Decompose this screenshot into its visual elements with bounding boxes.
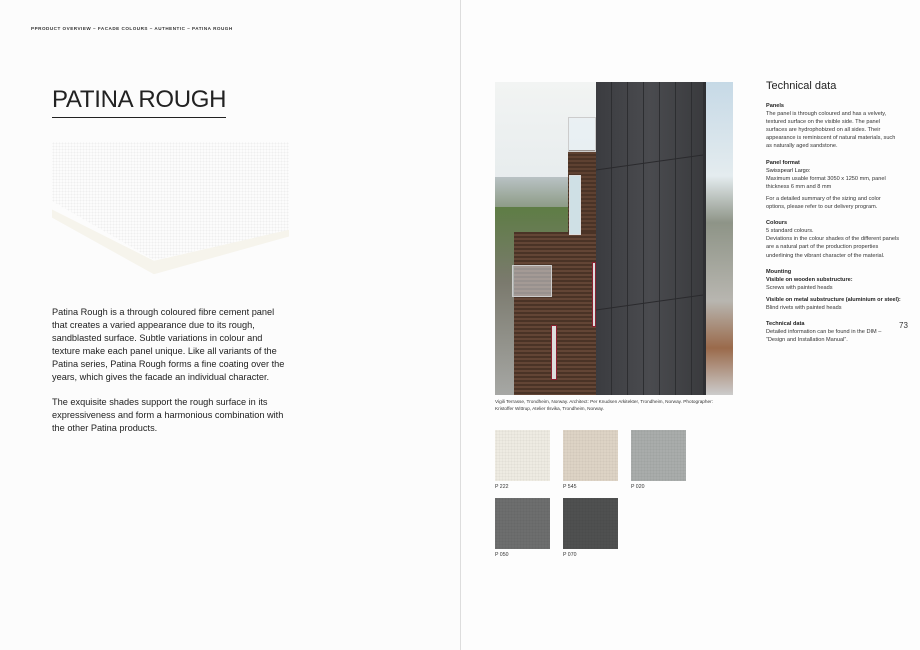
breadcrumb: PPRODUCT OVERVIEW – FACADE COLOURS – AUTHENTIC – PATINA ROUGH [31, 26, 233, 31]
panel-sample-image [52, 142, 289, 277]
technical-data-heading: Technical data [766, 80, 837, 92]
photo-caption: Vigili Terrasse, Trondheim, Norway. Architect: Per Knudsen Arkitekter, Trondheim, Norway. Photographer: Kristoffer Wittrup, Atelier Ilsvika, Trondheim, Norway. [495, 399, 713, 411]
intro-paragraph: The exquisite shades support the rough surface in its expressiveness and form a harmonious combination with the other Patina products. [52, 397, 284, 434]
color-swatch [563, 498, 618, 549]
section-text: For a detailed summary of the sizing and color options, please refer to our delivery program. [766, 195, 881, 211]
section-title: Mounting [766, 268, 792, 275]
section-text: Screws with painted heads [766, 284, 833, 291]
swatch-label: P 222 [495, 484, 509, 490]
color-swatch [495, 498, 550, 549]
swatch-label: P 070 [563, 552, 577, 558]
section-title: Panels [766, 103, 785, 109]
color-swatch [495, 430, 550, 481]
section-text: Blind rivets with painted heads [766, 304, 842, 311]
section-text: Maximum usable format 3050 x 1250 mm, panel thickness 6 mm and 8 mm [766, 175, 886, 190]
section-title: Technical data [766, 321, 805, 328]
page-title: PATINA ROUGH [52, 86, 226, 118]
page-number: 73 [899, 321, 908, 330]
color-swatch [563, 430, 618, 481]
section-text: Deviations in the colour shades of the different panels are a natural part of the production properties underlining the vibrant character of the material. [766, 236, 899, 259]
building-photo [495, 82, 733, 395]
intro-text [52, 306, 292, 448]
panels-section [766, 102, 901, 151]
panel-format-section [766, 159, 901, 212]
section-text: The panel is through coloured and has a velvety, textured surface on the visible side. The panel surfaces are hydrophobized on all sides. Their appearance is reminiscent of natural materials, such as naturally aged sandstone. [766, 111, 896, 150]
intro-paragraph: Patina Rough is a through coloured fibre cement panel that creates a varied appearance due to its rough, sandblasted surface. Subtle variations in colour and texture make each panel unique. Like all variants of the Patina series, Patina Rough forms a fine coating over the years, which gives the facade an individual character. [52, 307, 285, 382]
colours-section [766, 219, 901, 259]
section-title: Colours [766, 220, 788, 227]
swatch-label: P 050 [495, 552, 509, 558]
swatch-label: P 020 [631, 484, 645, 490]
color-swatch [631, 430, 686, 481]
mounting-section [766, 268, 901, 312]
swatch-label: P 545 [563, 484, 577, 490]
section-text: 5 standard colours. [766, 228, 814, 235]
technical-data-section [766, 320, 901, 344]
section-title: Panel format [766, 159, 800, 166]
section-text: Detailed information can be found in the DIM – “Design and Installation Manual”. [766, 329, 882, 344]
section-subtitle: Visible on metal substructure (aluminium or steel): [766, 296, 901, 303]
section-subtitle: Visible on wooden substructure: [766, 276, 853, 283]
technical-data [766, 80, 901, 352]
section-subtitle: Swisspearl Largo: [766, 167, 811, 174]
